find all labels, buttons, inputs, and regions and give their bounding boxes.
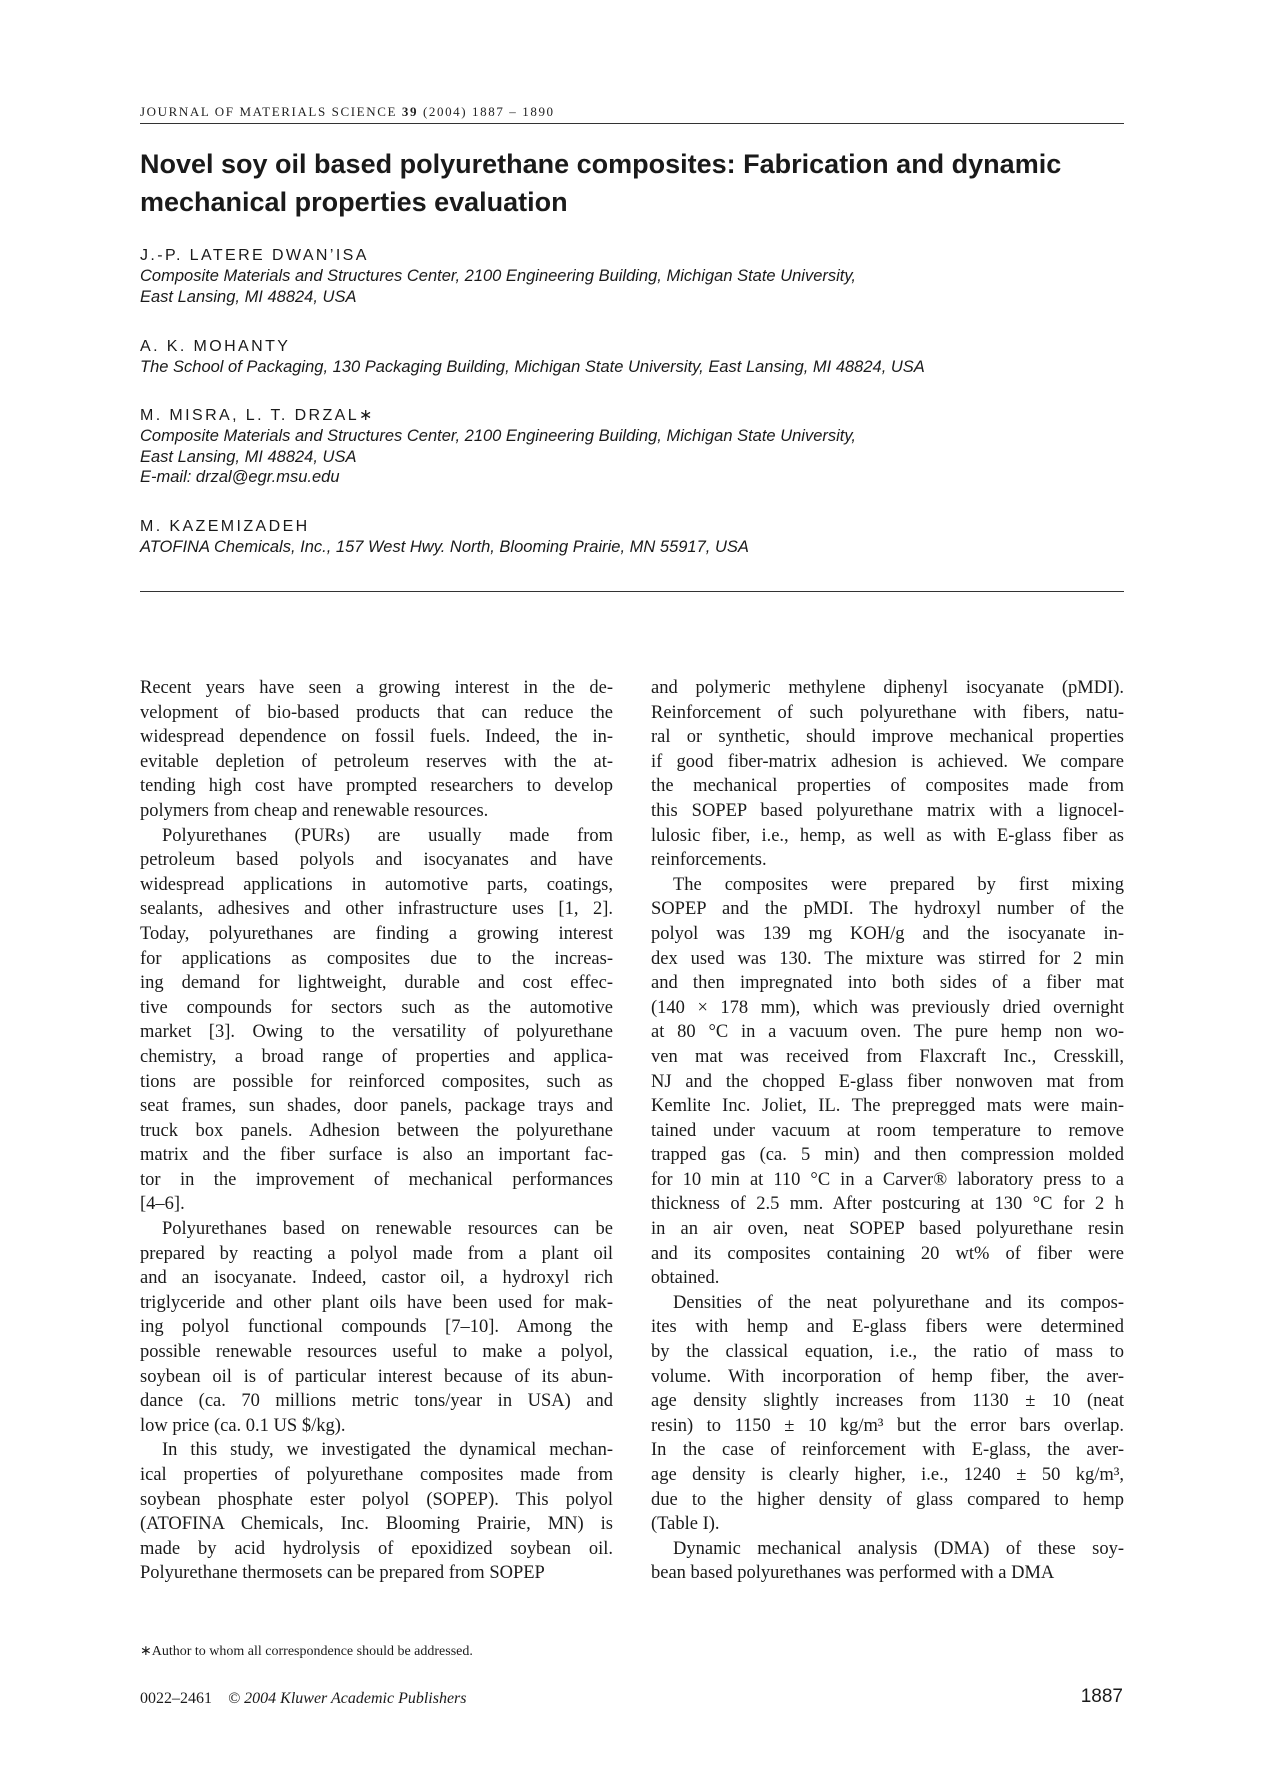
paragraph-line: volume. With incorporation of hemp fiber, the aver- xyxy=(651,1366,1124,1387)
paragraph-line: lulosic fiber, i.e., hemp, as well as with E-glass fiber as xyxy=(651,825,1124,846)
author-affiliation: ATOFINA Chemicals, Inc., 157 West Hwy. North, Blooming Prairie, MN 55917, USA xyxy=(140,538,749,556)
paragraph-line: sealants, adhesives and other infrastructure uses [1, 2]. xyxy=(140,899,613,920)
paragraph-line: age density is clearly higher, i.e., 1240 ± 50 kg/m³, xyxy=(651,1465,1124,1485)
paragraph-line: and its composites containing 20 wt% of fiber were xyxy=(651,1243,1124,1264)
paragraph-line: for applications as composites due to the increas- xyxy=(140,948,613,969)
paragraph-line: resin) to 1150 ± 10 kg/m³ but the error bars overlap. xyxy=(651,1415,1124,1436)
paragraph-line: at 80 °C in a vacuum oven. The pure hemp non wo- xyxy=(651,1022,1124,1043)
paragraph-line: dex used was 130. The mixture was stirred for 2 min xyxy=(651,948,1124,969)
paragraph-line: Densities of the neat polyurethane and its compos- xyxy=(673,1292,1124,1313)
journal-name: JOURNAL OF MATERIALS SCIENCE xyxy=(140,104,398,119)
paragraph-line: In the case of reinforcement with E-glass, the aver- xyxy=(651,1440,1124,1461)
paragraph-line: ites with hemp and E-glass fibers were determined xyxy=(651,1317,1124,1338)
paragraph-line: velopment of bio-based products that can reduce the xyxy=(140,702,613,723)
author-affiliation: Composite Materials and Structures Center, 2100 Engineering Building, Michigan State University, xyxy=(140,427,856,445)
author-block xyxy=(140,517,1130,558)
author-email[interactable]: E-mail: drzal@egr.msu.edu xyxy=(140,468,340,486)
article-title xyxy=(140,145,1130,221)
paragraph-line: tive compounds for sectors such as the automotive xyxy=(140,997,613,1018)
paragraph-line: ing demand for lightweight, durable and cost effec- xyxy=(140,973,613,994)
page-number: 1887 xyxy=(1080,1686,1123,1707)
paragraph-line: widespread dependence on fossil fuels. Indeed, the in- xyxy=(140,727,613,748)
header-rule xyxy=(140,123,1124,124)
author-name: J.-P. LATERE DWAN’ISA xyxy=(140,247,369,264)
author-name: M. KAZEMIZADEH xyxy=(140,518,310,535)
paragraph-line: and then impregnated into both sides of a fiber mat xyxy=(651,973,1124,994)
paragraph-line: Kemlite Inc. Joliet, IL. The prepregged mats were main- xyxy=(651,1096,1124,1117)
paragraph-line: (ATOFINA Chemicals, Inc. Blooming Prairie, MN) is xyxy=(140,1514,613,1535)
author-block xyxy=(140,246,1130,307)
paragraph-line: ing polyol functional compounds [7–10]. Among the xyxy=(140,1317,613,1338)
body-column-right xyxy=(651,676,1124,1586)
paragraph-line: if good fiber-matrix adhesion is achieved. We compare xyxy=(651,751,1124,772)
paragraph-line: ven mat was received from Flaxcraft Inc., Cresskill, xyxy=(651,1046,1124,1067)
paragraph-line: Recent years have seen a growing interest in the de- xyxy=(140,678,613,698)
paragraph-line: polyol was 139 mg KOH/g and the isocyanate in- xyxy=(651,923,1124,944)
paragraph-line: bean based polyurethanes was performed with a DMA xyxy=(651,1563,1055,1584)
paragraph-line: age density slightly increases from 1130 ± 10 (neat xyxy=(651,1391,1124,1412)
paragraph-line: (140 × 178 mm), which was previously dried overnight xyxy=(651,997,1124,1018)
paragraph-line: trapped gas (ca. 5 min) and then compression molded xyxy=(651,1145,1124,1166)
paragraph-line: possible renewable resources useful to make a polyol, xyxy=(140,1342,613,1363)
paragraph-line: truck box panels. Adhesion between the polyurethane xyxy=(140,1120,613,1141)
author-name: A. K. MOHANTY xyxy=(140,338,291,355)
paragraph-line: ical properties of polyurethane composites made from xyxy=(140,1465,613,1485)
paragraph-line: Polyurethanes (PURs) are usually made from xyxy=(162,825,613,846)
author-affiliation: East Lansing, MI 48824, USA xyxy=(140,447,357,466)
paragraph-line: chemistry, a broad range of properties and applica- xyxy=(140,1046,613,1067)
paragraph-line: tor in the improvement of mechanical performances xyxy=(140,1169,613,1190)
paragraph-line: NJ and the chopped E-glass fiber nonwoven mat from xyxy=(651,1071,1124,1092)
title-line: mechanical properties evaluation xyxy=(140,187,568,217)
paragraph-line: the mechanical properties of composites made from xyxy=(651,776,1124,797)
paragraph-line: [4–6]. xyxy=(140,1194,185,1215)
paragraph-line: matrix and the fiber surface is also an important fac- xyxy=(140,1145,613,1166)
paragraph-line: tained under vacuum at room temperature to remove xyxy=(651,1120,1124,1141)
copyright-notice: © 2004 Kluwer Academic Publishers xyxy=(228,1690,467,1707)
paragraph-line: for 10 min at 110 °C in a Carver® laboratory press to a xyxy=(651,1169,1124,1190)
paragraph-line: polymers from cheap and renewable resources. xyxy=(140,800,489,821)
footer-left xyxy=(140,1690,467,1708)
paragraph-line: petroleum based polyols and isocyanates and have xyxy=(140,850,613,871)
paragraph-line: soybean phosphate ester polyol (SOPEP). This polyol xyxy=(140,1489,613,1510)
paragraph-line: tending high cost have prompted researchers to develop xyxy=(140,776,613,797)
paragraph-line: triglyceride and other plant oils have been used for mak- xyxy=(140,1292,613,1313)
paragraph-line: Reinforcement of such polyurethane with fibers, natu- xyxy=(651,702,1124,723)
paragraph-line: evitable depletion of petroleum reserves with the at- xyxy=(140,751,613,772)
paragraph-line: Dynamic mechanical analysis (DMA) of these soy- xyxy=(673,1538,1124,1559)
paragraph-line: obtained. xyxy=(651,1268,720,1289)
paragraph-line: SOPEP and the pMDI. The hydroxyl number of the xyxy=(651,899,1124,920)
paragraph-line: reinforcements. xyxy=(651,850,767,871)
paragraph-line: thickness of 2.5 mm. After postcuring at 130 °C for 2 h xyxy=(651,1194,1124,1215)
paragraph-line: In this study, we investigated the dynamical mechan- xyxy=(162,1440,613,1461)
paragraph-line: low price (ca. 0.1 US $/kg). xyxy=(140,1415,346,1436)
paragraph-line: made by acid hydrolysis of epoxidized soybean oil. xyxy=(140,1538,613,1559)
author-affiliation: The School of Packaging, 130 Packaging Building, Michigan State University, East Lansing, MI 48824, USA xyxy=(140,358,925,376)
body-column-left xyxy=(140,676,613,1586)
paragraph-line: dance (ca. 70 millions metric tons/year in USA) and xyxy=(140,1391,613,1412)
issn: 0022–2461 xyxy=(140,1690,212,1707)
paragraph-line: Today, polyurethanes are finding a growing interest xyxy=(140,923,613,944)
journal-volume: 39 xyxy=(401,104,419,119)
paragraph-line: tions are possible for reinforced composites, such as xyxy=(140,1071,613,1092)
paragraph-line: market [3]. Owing to the versatility of polyurethane xyxy=(140,1022,613,1043)
author-name: M. MISRA, L. T. DRZAL∗ xyxy=(140,407,375,424)
paragraph-line: (Table I). xyxy=(651,1514,720,1535)
paragraph-line: soybean oil is of particular interest because of its abun- xyxy=(140,1366,613,1387)
paragraph-line: Polyurethanes based on renewable resources can be xyxy=(162,1219,613,1240)
author-block xyxy=(140,337,1130,378)
paragraph-line: ral or synthetic, should improve mechanical properties xyxy=(651,727,1124,748)
footnote: ∗Author to whom all correspondence should be addressed. xyxy=(140,1644,473,1659)
title-line: Novel soy oil based polyurethane composites: Fabrication and dynamic xyxy=(140,149,1062,179)
author-affiliation: East Lansing, MI 48824, USA xyxy=(140,287,357,306)
paragraph-line: and polymeric methylene diphenyl isocyanate (pMDI). xyxy=(651,678,1124,698)
paragraph-line: due to the higher density of glass compared to hemp xyxy=(651,1489,1124,1510)
paragraph-line: this SOPEP based polyurethane matrix with a lignocel- xyxy=(651,800,1124,821)
paragraph-line: Polyurethane thermosets can be prepared from SOPEP xyxy=(140,1563,545,1584)
section-rule xyxy=(140,591,1124,592)
paragraph-line: The composites were prepared by first mixing xyxy=(673,874,1124,895)
paragraph-line: and an isocyanate. Indeed, castor oil, a hydroxyl rich xyxy=(140,1268,613,1289)
running-header xyxy=(140,104,1118,120)
paragraph-line: by the classical equation, i.e., the ratio of mass to xyxy=(651,1342,1124,1363)
author-block xyxy=(140,406,1130,488)
paragraph-line: seat frames, sun shades, door panels, package trays and xyxy=(140,1096,613,1117)
paragraph-line: in an air oven, neat SOPEP based polyurethane resin xyxy=(651,1219,1124,1240)
author-affiliation: Composite Materials and Structures Center, 2100 Engineering Building, Michigan State University, xyxy=(140,267,856,285)
journal-year-pages: (2004) 1887 – 1890 xyxy=(422,104,555,119)
paragraph-line: widespread applications in automotive parts, coatings, xyxy=(140,874,613,895)
paragraph-line: prepared by reacting a polyol made from a plant oil xyxy=(140,1243,613,1264)
